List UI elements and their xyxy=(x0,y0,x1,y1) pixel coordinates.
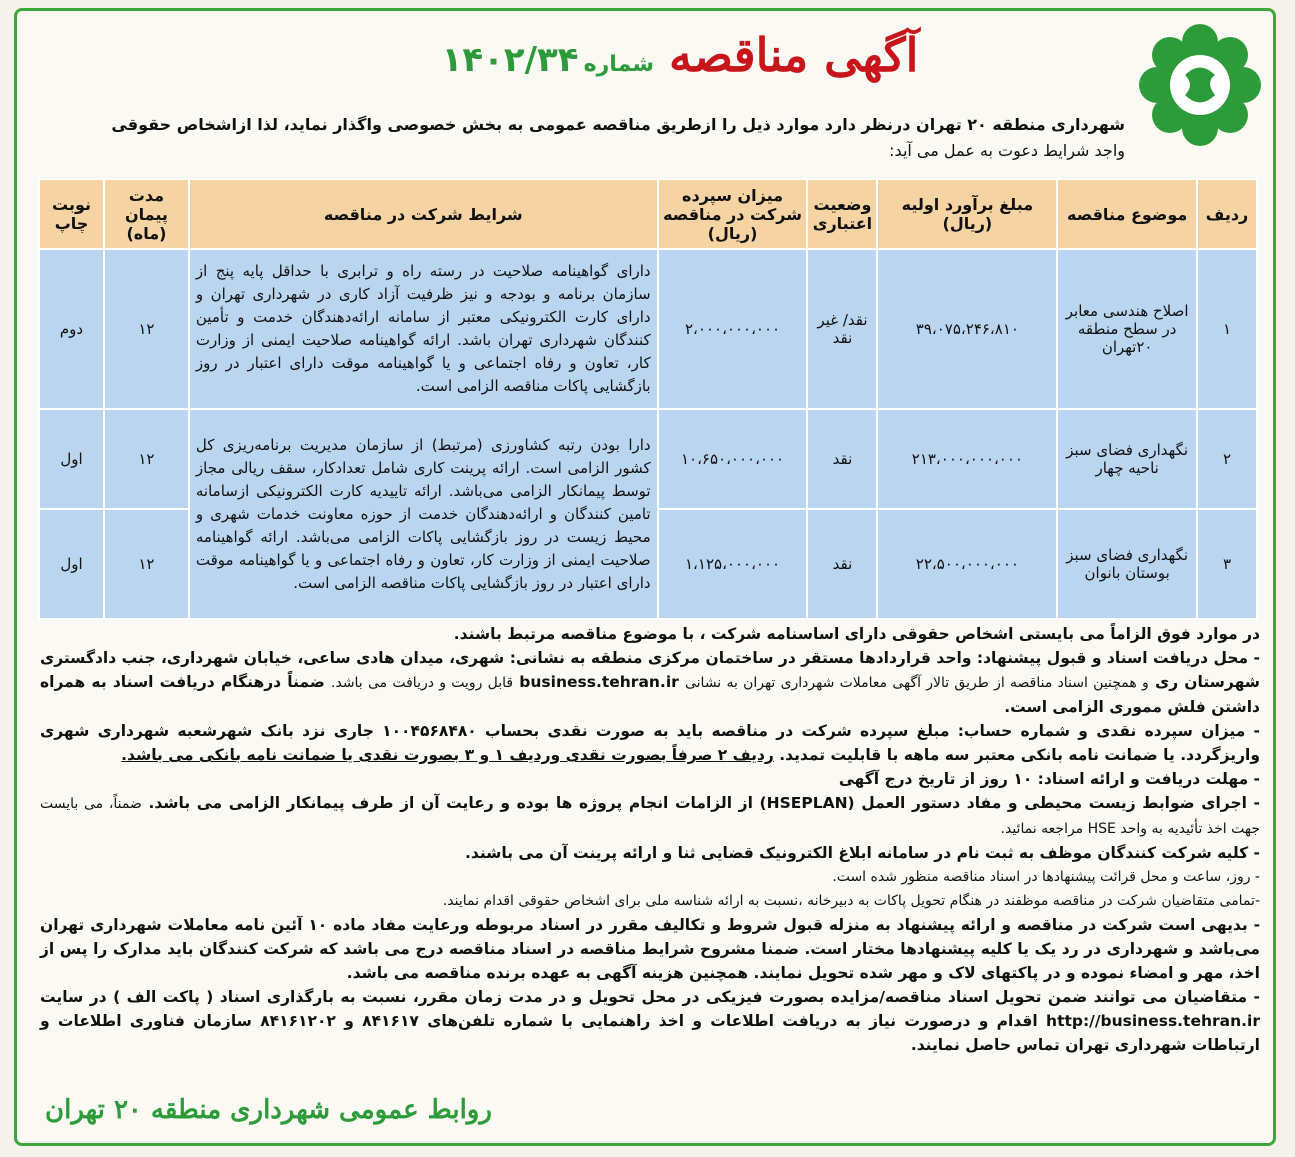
ad-title xyxy=(330,28,1030,98)
cell-estimate: ۲۱۳،۰۰۰،۰۰۰،۰۰۰ xyxy=(877,409,1057,509)
cell-print: اول xyxy=(39,509,104,619)
cell-duration: ۱۲ xyxy=(104,509,189,619)
cell-estimate: ۳۹،۰۷۵،۲۴۶،۸۱۰ xyxy=(877,249,1057,409)
intro-line-1: درنظر دارد موارد ذیل را ازطریق مناقصه عمومی به بخش خصوصی واگذار نماید، لذا ازاشخاص حقوقی xyxy=(111,115,911,134)
term-upload-contact: اقدام و درصورت نیاز به دریافت اطلاعات و اخذ راهنمایی با شماره تلفن‌های ۸۴۱۶۱۷ و ۸۴۱۶۱۲۰۲ سازمان فناوری اطلاعات و ارتباطات شهرداری تهران تماس حاصل نمایند. xyxy=(40,1012,1260,1054)
cell-conditions: دارای گواهینامه صلاحیت در رسته راه و ترابری با حداقل پایه پنج از سازمان برنامه و بودجه و نیز ظرفیت آزاد کاری در شهرداری تهران و دارای کارت الکترونیکی معتبر از سامانه ارائه‌دهندگان خدمت و تأمین کنندگان شهرداری تهران باشد. ارائه گواهینامه صلاحیت ایمنی از وزارت کار، تعاون و رفاه اجتماعی و یا گواهینامه موقت دارای اعتبار در روز بازگشایی پاکات مناقصه الزامی است. xyxy=(189,249,658,409)
term-deposit-rows: ردیف ۲ صرفاً بصورت نقدی وردیف ۱ و ۳ بصورت نقدی یا ضمانت نامه بانکی می باشد. xyxy=(121,746,774,764)
business-portal-link[interactable]: business.tehran.ir xyxy=(519,673,679,691)
term-location-portal: و همچنین اسناد مناقصه از طریق تالار آگهی معاملات شهرداری تهران به نشانی xyxy=(684,675,1149,691)
term-location-portal-end: قابل رویت و دریافت می باشد. xyxy=(331,675,514,691)
cell-credit: نقد xyxy=(807,409,877,509)
cell-deposit: ۱،۱۲۵،۰۰۰،۰۰۰ xyxy=(658,509,808,619)
header-subject: موضوع مناقصه xyxy=(1057,179,1197,249)
term-deposit xyxy=(40,719,1260,767)
cell-estimate: ۲۲،۵۰۰،۰۰۰،۰۰۰ xyxy=(877,509,1057,619)
tehran-municipality-logo xyxy=(1135,20,1265,150)
cell-print: اول xyxy=(39,409,104,509)
term-acceptance: - بدیهی است شرکت در مناقصه و ارائه پیشنهاد به منزله قبول شروط و تکالیف مقرر در اسناد مربوطه ورعایت مفاد ماده ۱۰ آئین نامه معاملات شهرداری تهران می‌باشد و شهرداری در رد یک یا کلیه پیشنهادها مختار است. ضمنا مشروح شرایط مناقصه در اسناد مناقصه درج می باشد که شرکت کنندگان باید مدارک را پس از اخذ، مهر و امضاء نموده و در پاکتهای لاک و مهر شده تحویل نمایند. همچنین هزینه آگهی به عهده برنده مناقصه می باشد. xyxy=(40,916,1261,982)
cell-row-number: ۳ xyxy=(1197,509,1257,619)
cell-deposit: ۱۰،۶۵۰،۰۰۰،۰۰۰ xyxy=(658,409,808,509)
table-header-row xyxy=(39,179,1257,249)
footer-signature: روابط عمومی شهرداری منطقه ۲۰ تهران xyxy=(45,1095,492,1125)
cell-duration: ۱۲ xyxy=(104,249,189,409)
title-number-label: شماره xyxy=(583,52,654,77)
cell-duration: ۱۲ xyxy=(104,409,189,509)
cell-print: دوم xyxy=(39,249,104,409)
title-number: ۱۴۰۲/۳۴ xyxy=(441,40,579,80)
term-deposit-account: - میزان سپرده نقدی و شماره حساب: مبلغ سپرده شرکت در مناقصه باید به صورت نقدی بحساب ۱۰۰۴۵۶۸۴۸۰ جاری نزد بانک شهرشعبه شهرداری شهری واریزگردد. یا ضمانت نامه بانکی معتبر سه ماهه با قابلیت تمدید. xyxy=(40,722,1260,764)
term-national-id: -تمامی متقاضیان شرکت در مناقصه موظفند در هنگام تحویل پاکات به دبیرخانه ،نسبت به ارائه شناسه ملی برای اشخاص حقوقی اقدام نمایند. xyxy=(442,893,1260,909)
cell-subject: نگهداری فضای سبز ناحیه چهار xyxy=(1057,409,1197,509)
header-print: نوبت چاپ xyxy=(39,179,104,249)
term-deadline: - مهلت دریافت و ارائه اسناد: ۱۰ روز از تاریخ درج آگهی xyxy=(838,770,1260,788)
term-hse-plan: - اجرای ضوابط زیست محیطی و مفاد دستور العمل (HSEPLAN) از الزامات انجام پروژه ها بوده و رعایت آن از طرف پیمانکار الزامی می باشد. xyxy=(148,794,1260,812)
term-flash-memory: ضمناً درهنگام دریافت اسناد به همراه داشتن فلش مموری الزامی است. xyxy=(40,673,1260,716)
title-main: آگهی مناقصه xyxy=(669,28,919,82)
term-hse xyxy=(40,791,1260,841)
term-upload-text: - متقاضیان می توانند ضمن تحویل اسناد مناقصه/مزایده بصورت فیزیکی در محل تحویل و در مدت زمان مقرر، نسبت به بارگذاری اسناد ( پاکت الف ) در سایت xyxy=(40,988,1260,1006)
intro-paragraph xyxy=(40,112,1125,164)
term-sana-registration: - کلیه شرکت کنندگان موظف به ثبت نام در سامانه ابلاغ الکترونیک قضایی ثنا و ارائه پرینت آن می باشند. xyxy=(464,844,1260,862)
header-credit: وضعیت اعتباری xyxy=(807,179,877,249)
cell-subject: نگهداری فضای سبز بوستان بانوان xyxy=(1057,509,1197,619)
term-location-address: - محل دریافت اسناد و قبول پیشنهاد: واحد قراردادها مستقر در ساختمان مرکزی منطقه به نشانی: شهری، میدان هادی ساعی، خیابان شهرداری، جنب دادگستری شهرستان ری xyxy=(40,649,1261,691)
header-estimate: مبلغ برآورد اولیه (ریال) xyxy=(877,179,1057,249)
cell-conditions-shared: دارا بودن رتبه کشاورزی (مرتبط) از سازمان مدیریت برنامه‌ریزی کل کشور الزامی است. ارائه پرینت کاری شامل تعدادکار، سقف ریالی مجاز توسط پیمانکار الزامی می‌باشد. ارائه تاییدیه کارت الکترونیکی ازسامانه تامین کنندگان و ارائه‌دهندگان خدمت از حوزه معاونت خدمات شهری و محیط زیست در روز بازگشایی پاکات الزامی می‌باشد. ارائه گواهینامه صلاحیت ایمنی از وزارت کار، تعاون و رفاه اجتماعی و یا گواهینامه موقت دارای اعتبار در روز بازگشایی پاکات مناقصه الزامی است. xyxy=(189,409,658,619)
header-deposit: میزان سپرده شرکت در مناقصه (ریال) xyxy=(658,179,808,249)
cell-subject: اصلاح هندسی معابر در سطح منطقه ۲۰تهران xyxy=(1057,249,1197,409)
header-duration: مدت پیمان (ماه) xyxy=(104,179,189,249)
org-name: شهرداری منطقه ۲۰ تهران xyxy=(916,115,1125,134)
term-legal-entities: در موارد فوق الزاماً می بایستی اشخاص حقوقی دارای اساسنامه شرکت ، با موضوع مناقصه مرتبط باشند. xyxy=(453,625,1260,643)
terms-section xyxy=(40,622,1260,1057)
tender-table xyxy=(38,178,1258,620)
business-site-link[interactable]: http://business.tehran.ir xyxy=(1046,1012,1260,1030)
table-row xyxy=(39,409,1257,509)
term-opening-time: - روز، ساعت و محل قرائت پیشنهادها در اسناد مناقصه منظور شده است. xyxy=(832,869,1260,885)
cell-credit: نقد xyxy=(807,509,877,619)
cell-row-number: ۱ xyxy=(1197,249,1257,409)
intro-line-2: واجد شرایط دعوت به عمل می آید: xyxy=(889,141,1125,160)
table-row xyxy=(39,249,1257,409)
cell-deposit: ۲،۰۰۰،۰۰۰،۰۰۰ xyxy=(658,249,808,409)
term-document-location xyxy=(40,646,1260,719)
header-row-number: ردیف xyxy=(1197,179,1257,249)
term-upload xyxy=(40,985,1260,1057)
header-conditions: شرایط شرکت در مناقصه xyxy=(189,179,658,249)
cell-credit: نقد/ غیر نقد xyxy=(807,249,877,409)
cell-row-number: ۲ xyxy=(1197,409,1257,509)
term-hse-approval: ضمناً، می بایست جهت اخذ تأئیدیه به واحد HSE مراجعه نمائید. xyxy=(40,796,1260,837)
